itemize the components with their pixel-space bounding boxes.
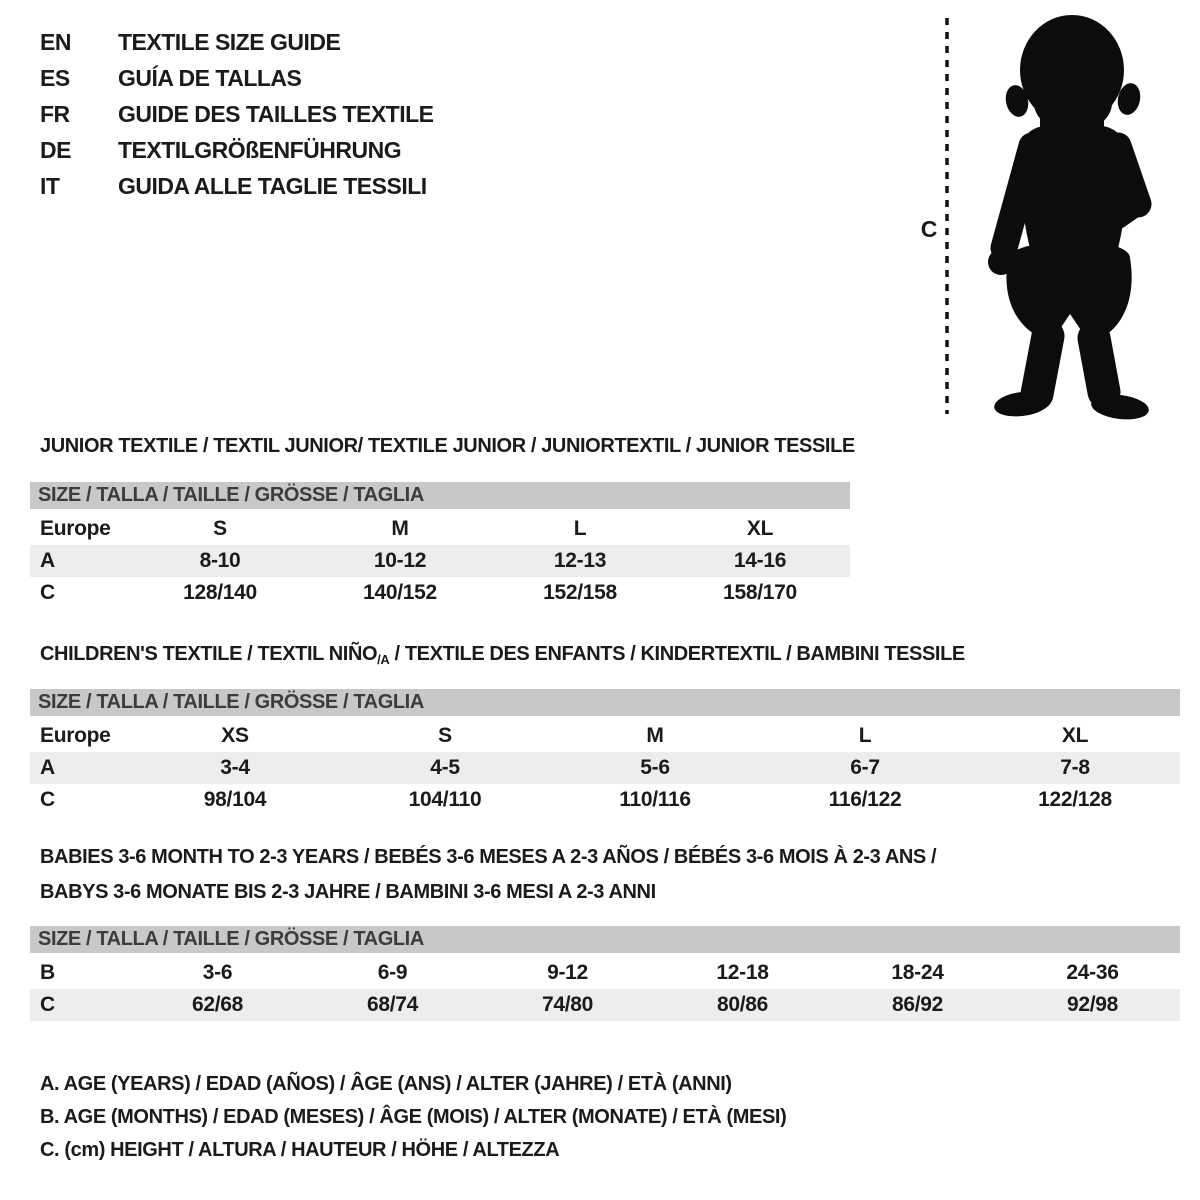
language-row-es	[40, 60, 434, 96]
height-cell: 140/152	[363, 581, 437, 604]
age-cell: 8-10	[199, 549, 241, 572]
language-code: FR	[40, 100, 70, 127]
row-label: B	[40, 961, 55, 984]
babies-section-title-line1: BABIES 3-6 MONTH TO 2-3 YEARS / BEBÉS 3-6 MESES A 2-3 AÑOS / BÉBÉS 3-6 MOIS À 2-3 ANS /	[40, 846, 937, 868]
language-list	[40, 24, 434, 204]
height-cell: 86/92	[891, 993, 944, 1016]
months-cell: 3-6	[202, 961, 233, 984]
months-cell: 18-24	[891, 961, 944, 984]
language-code: IT	[40, 172, 60, 199]
height-cell: 104/110	[408, 788, 482, 811]
age-cell: 4-5	[430, 756, 460, 779]
language-row-en	[40, 24, 434, 60]
row-label: Europe	[40, 517, 111, 540]
babies-size-table	[30, 926, 1180, 1021]
height-cell: 80/86	[716, 993, 769, 1016]
language-code: EN	[40, 28, 71, 55]
children-section-title	[40, 643, 965, 667]
age-cell: 14-16	[733, 549, 787, 572]
size-cell: XL	[1061, 724, 1089, 747]
height-cell: 122/128	[1038, 788, 1112, 811]
height-cell: 92/98	[1066, 993, 1119, 1016]
row-label: A	[40, 549, 55, 572]
language-label: GUÍA DE TALLAS	[118, 64, 302, 91]
language-row-de	[40, 132, 434, 168]
language-label: GUIDA ALLE TAGLIE TESSILI	[118, 172, 427, 199]
row-label: A	[40, 756, 55, 779]
children-title-suffix: / TEXTILE DES ENFANTS / KINDERTEXTIL / BAMBINI TESSILE	[389, 643, 965, 665]
size-header-bar: SIZE / TALLA / TAILLE / GRÖSSE / TAGLIA	[30, 926, 1180, 953]
size-cell: L	[858, 724, 872, 747]
height-cell: 110/116	[619, 788, 691, 811]
babies-section-title-line2: BABYS 3-6 MONATE BIS 2-3 JAHRE / BAMBINI 3-6 MESI A 2-3 ANNI	[40, 881, 656, 903]
height-cell: 62/68	[191, 993, 244, 1016]
table-row-age	[30, 752, 1180, 784]
size-cell: L	[573, 517, 587, 540]
legend	[40, 1068, 786, 1167]
age-cell: 12-13	[553, 549, 607, 572]
language-label: GUIDE DES TAILLES TEXTILE	[118, 100, 434, 127]
table-row-europe	[30, 720, 1180, 752]
height-cell: 158/170	[723, 581, 797, 604]
size-cell: S	[438, 724, 452, 747]
size-cell: S	[213, 517, 227, 540]
size-cell: M	[646, 724, 664, 747]
age-cell: 3-4	[220, 756, 250, 779]
row-label: C	[40, 993, 55, 1016]
months-cell: 24-36	[1066, 961, 1119, 984]
row-label: Europe	[40, 724, 111, 747]
size-cell: XL	[746, 517, 774, 540]
size-header-bar: SIZE / TALLA / TAILLE / GRÖSSE / TAGLIA	[30, 689, 1180, 716]
language-label: TEXTILGRÖßENFÜHRUNG	[118, 136, 402, 163]
junior-section-title: JUNIOR TEXTILE / TEXTIL JUNIOR/ TEXTILE JUNIOR / JUNIORTEXTIL / JUNIOR TESSILE	[40, 435, 855, 457]
height-figure	[900, 8, 1192, 424]
row-label: C	[40, 788, 55, 811]
height-cell: 68/74	[366, 993, 419, 1016]
age-cell: 5-6	[640, 756, 670, 779]
toddler-silhouette-icon	[940, 8, 1190, 424]
height-measure-label: C	[920, 216, 938, 242]
height-cell: 152/158	[543, 581, 617, 604]
junior-size-table	[30, 482, 850, 609]
height-cell: 116/122	[828, 788, 902, 811]
months-cell: 9-12	[547, 961, 588, 984]
height-cell: 74/80	[541, 993, 594, 1016]
table-row-months	[30, 957, 1180, 989]
language-code: DE	[40, 136, 71, 163]
children-title-sub: /A	[377, 652, 390, 667]
row-label: C	[40, 581, 55, 604]
table-row-height	[30, 784, 1180, 816]
language-row-fr	[40, 96, 434, 132]
table-row-height	[30, 989, 1180, 1021]
height-cell: 128/140	[183, 581, 257, 604]
language-label: TEXTILE SIZE GUIDE	[118, 28, 341, 55]
months-cell: 6-9	[377, 961, 408, 984]
language-code: ES	[40, 64, 70, 91]
size-header-bar: SIZE / TALLA / TAILLE / GRÖSSE / TAGLIA	[30, 482, 850, 509]
table-row-age	[30, 545, 850, 577]
age-cell: 6-7	[850, 756, 880, 779]
children-size-table	[30, 689, 1180, 816]
legend-line-a: A. AGE (YEARS) / EDAD (AÑOS) / ÂGE (ANS) / ALTER (JAHRE) / ETÀ (ANNI)	[40, 1073, 732, 1095]
legend-line-b: B. AGE (MONTHS) / EDAD (MESES) / ÂGE (MOIS) / ALTER (MONATE) / ETÀ (MESI)	[40, 1106, 787, 1128]
age-cell: 10-12	[373, 549, 427, 572]
language-row-it	[40, 168, 434, 204]
table-row-height	[30, 577, 850, 609]
legend-line-c: C. (cm) HEIGHT / ALTURA / HAUTEUR / HÖHE / ALTEZZA	[40, 1139, 560, 1161]
height-cell: 98/104	[203, 788, 267, 811]
size-cell: XS	[221, 724, 249, 747]
size-cell: M	[391, 517, 409, 540]
children-title-prefix: CHILDREN'S TEXTILE / TEXTIL NIÑO	[40, 643, 378, 665]
age-cell: 7-8	[1060, 756, 1090, 779]
months-cell: 12-18	[716, 961, 769, 984]
table-row-europe	[30, 513, 850, 545]
